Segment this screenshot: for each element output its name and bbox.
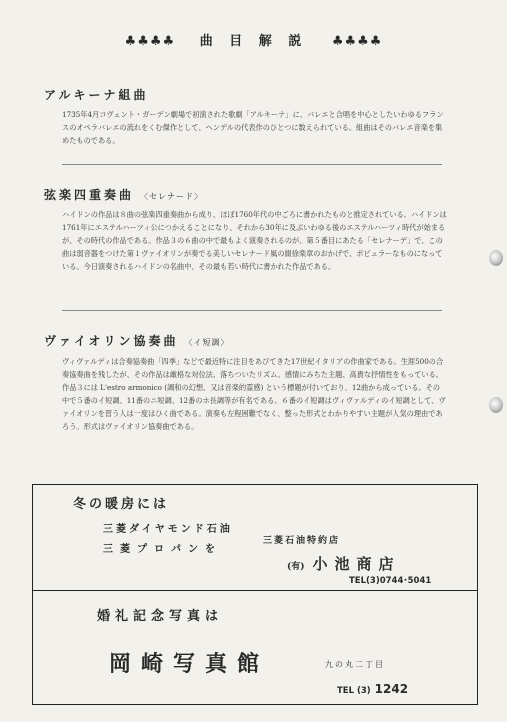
section-title-text: アルキーナ組曲 <box>44 88 149 102</box>
section-title-text: 弦楽四重奏曲 <box>44 188 135 202</box>
section-body-text: 1735年4月コヴェント・ガーデン劇場で初演された歌劇「アルキーナ」に、バレエと合唱を中心としたいわゆるフランスのオペラバレエの流れをくむ傑作として、ヘンデルの代表作のひとつに数えられている。組曲はそのバレエ音楽を集めたものである。 <box>62 110 444 145</box>
heating-oil-ad <box>32 484 478 591</box>
section-body-violin-concerto <box>62 355 447 433</box>
ad-phone-label: TEL (3) <box>337 686 371 696</box>
ad-shop-name <box>287 553 401 574</box>
binder-hole <box>489 397 503 413</box>
section-body-text: ヴィヴァルディは合奏協奏曲「四季」などで最近特に注目をあびてきた17世紀イタリアの作曲家である。生涯500の合奏協奏曲を残したが、その作品は厳格な対位法、落ちついたリズム、感情にみちた主題、高貴な抒情性をもっている。作品３には L'estro armonico (調和の幻想、又は音楽的霊感) という標題が付いており、12曲から成っている。その中で５番のイ短調、11番のニ短調、12番のホ長調等が有名である。６番のイ短調はヴィヴァルディのイ短調として、ヴァイオリンを習う人は一度はひく曲である。演奏も左程困難でなく、整った形式とわかりやすい主題が人気の理由であろう。形式はヴァイオリン協奏曲である。 <box>62 357 446 431</box>
ad-dealer-label: 三菱石油特約店 <box>263 536 341 546</box>
ad-phone: TEL(3)0744･5041 <box>349 576 432 586</box>
ad-address: 九の丸二丁目 <box>325 660 385 669</box>
ad-product-line: 三菱プロパンを <box>103 544 222 555</box>
ad-company-type: (有) <box>287 562 305 572</box>
section-body-alcina <box>62 108 447 147</box>
ad-heading: 冬の暖房には <box>73 497 170 512</box>
club-ornament-right: ♣♣♣♣ <box>331 34 383 49</box>
section-divider <box>62 310 442 311</box>
ad-shop-name-text: 小池商店 <box>312 555 401 573</box>
ad-heading: 婚礼記念写真は <box>97 609 224 624</box>
section-subtitle: 〈イ短調〉 <box>184 338 230 347</box>
section-subtitle: 〈セレナード〉 <box>140 192 204 201</box>
ad-product-line: 三菱ダイヤモンド石油 <box>103 524 233 535</box>
section-title-string-quartet <box>44 186 203 203</box>
ad-phone-number: 1242 <box>374 682 409 696</box>
section-title-text: ヴァイオリン協奏曲 <box>44 334 179 348</box>
section-title-alcina <box>44 86 149 103</box>
ad-phone <box>337 682 408 696</box>
section-body-string-quartet <box>62 208 447 273</box>
club-ornament-left: ♣♣♣♣ <box>124 34 176 49</box>
section-body-text: ハイドンの作品は８曲の弦楽四重奏曲から成り、ほぼ1760年代の中ごろに書かれたものと推定されている。ハイドンは1761年にエステルハーツィ公につかえることになり、それから30年に及ぶいわゆる後のエステルハーツィ時代が始まるが、その時代の作品である。作品３の６曲の中で最もよく演奏されるのが、第５番目にあたる「セレナーデ」で、この曲は弱音器をつけた第１ヴァイオリンが奏でる美しいセレナード風の綴徐楽章のおかげで、ポピュラーなものになっている。今日演奏されるハイドンの名曲中、その最も若い時代に書かれた作品である。 <box>62 210 447 271</box>
section-title-violin-concerto <box>44 332 230 349</box>
binder-hole <box>489 250 503 266</box>
page-title: 曲 目 解 説 <box>199 34 308 49</box>
ad-studio-name: 岡崎写真館 <box>109 651 270 677</box>
section-divider <box>62 164 442 165</box>
page-header <box>0 30 507 49</box>
photo-studio-ad <box>32 589 478 705</box>
